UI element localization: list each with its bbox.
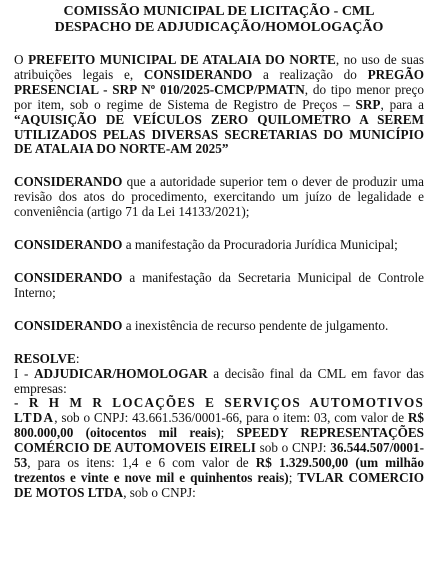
mayor-title: PREFEITO MUNICIPAL DE ATALAIA DO NORTE — [28, 52, 336, 67]
resolve-item-1: I - ADJUDICAR/HOMOLOGAR a decisão final da CML em favor das empresas: — [14, 365, 424, 396]
header-line-1: COMISSÃO MUNICIPAL DE LICITAÇÃO - CML — [63, 4, 375, 19]
considerando-1: CONSIDERANDO que a autoridade superior tem o dever de produzir uma revisão dos atos do procedimento, exercitando um juízo de legalidade e conveniência (artigo 71 da Lei 14133/2021); — [14, 174, 424, 220]
awarded-companies: - R H M R LOCAÇÕES E SERVIÇOS AUTOMOTIVOS LTDA, sob o CNPJ: 43.661.536/0001-66, para o item: 03, com valor de R$ 800.000,00 (oitocentos mil reais); SPEEDY REPRESENTAÇÕES COMÉRCIO DE AUTOMOVEIS EIRELI sob o CNPJ: 36.544.507/0001-53, para os itens: 1,4 e 6 com valor de R$ 1.329.500,00 (um milhão trezentos e vinte e nove mil e quinhentos reais); TVLAR COMERCIO DE MOTOS LTDA, sob o CNPJ: — [14, 395, 424, 500]
company-2-value: R$ 1.329.500,00 (um milhão trezentos e vinte e nove mil e quinhentos reais) — [14, 455, 424, 485]
company-3-name: TVLAR COMERCIO DE MOTOS LTDA — [14, 469, 424, 500]
considerando-2: CONSIDERANDO a manifestação da Procuradoria Jurídica Municipal; — [14, 237, 398, 253]
resolve-heading: RESOLVE: — [14, 350, 80, 366]
considerando-3: CONSIDERANDO a manifestação da Secretaria Municipal de Controle Interno; — [14, 269, 424, 300]
company-2-name: SPEEDY REPRESENTAÇÕES COMÉRCIO DE AUTOMOVEIS EIRELI — [14, 425, 424, 456]
pregao-reference: PREGÃO PRESENCIAL - SRP Nº 010/2025-CMCP/PMATN — [14, 66, 424, 97]
company-1-value: R$ 800.000,00 (oitocentos mil reais) — [14, 410, 424, 441]
company-1-name: - R H M R LOCAÇÕES E SERVIÇOS AUTOMOTIVOS LTDA — [14, 395, 424, 426]
considerando-4: CONSIDERANDO a inexistência de recurso pendente de julgamento. — [14, 317, 389, 333]
company-2-cnpj: 36.544.507/0001-53 — [14, 440, 424, 471]
header-line-2: DESPACHO DE ADJUDICAÇÃO/HOMOLOGAÇÃO — [54, 20, 384, 35]
intro-paragraph: O PREFEITO MUNICIPAL DE ATALAIA DO NORTE, no uso de suas atribuições legais e, CONSIDERANDO a realização do PREGÃO PRESENCIAL - SRP Nº 010/2025-CMCP/PMATN, do tipo menor preço por item, sob o regime de Sistema de Registro de Preços – SRP, para a “AQUISIÇÃO DE VEÍCULOS ZERO QUILOMETRO A SEREM UTILIZADOS PELAS DIVERSAS SECRETARIAS DO MUNICÍPIO DE ATALAIA DO NORTE-AM 2025” — [14, 52, 425, 157]
object-description: “AQUISIÇÃO DE VEÍCULOS ZERO QUILOMETRO A SEREM UTILIZADOS PELAS DIVERSAS SECRETARIAS DO MUNICÍPIO DE ATALAIA DO NORTE-AM 2025” — [14, 111, 424, 157]
